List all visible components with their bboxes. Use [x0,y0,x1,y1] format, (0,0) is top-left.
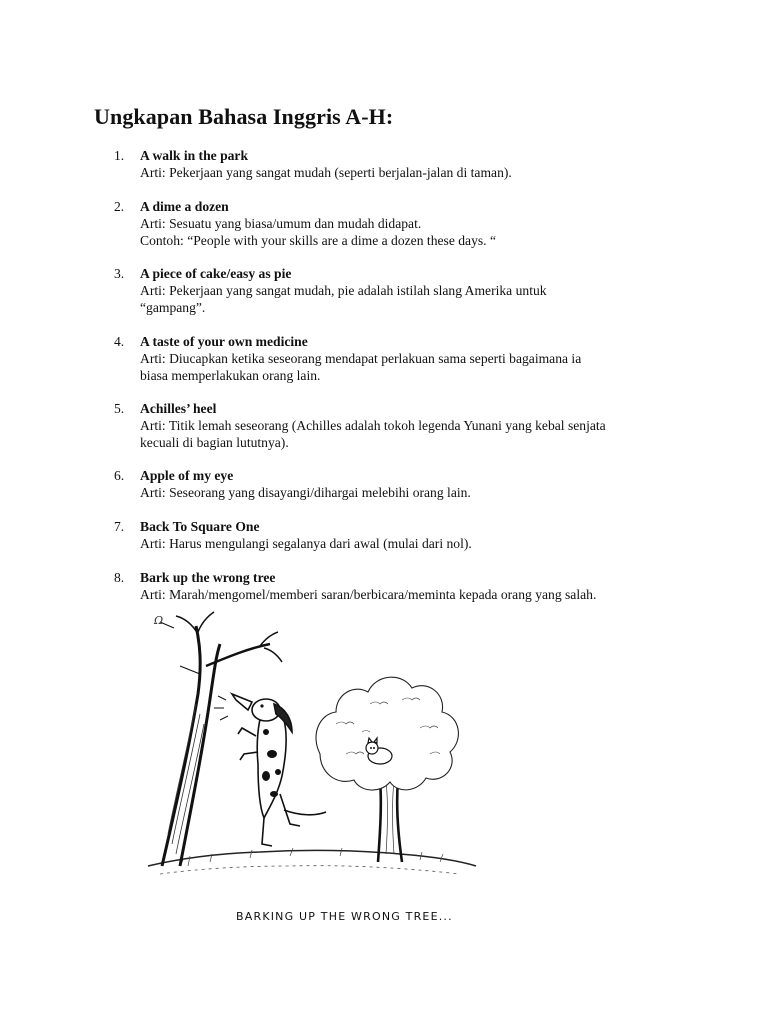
list-item [114,467,684,501]
list-item [114,265,684,316]
artist-signature: Ω [154,614,164,627]
item-number: 4. [114,334,125,349]
phrase-heading: Achilles’ heel [140,401,217,416]
definition-line: Arti: Sesuatu yang biasa/umum dan mudah didapat. [140,216,422,231]
list-item [114,400,684,451]
item-number: 2. [114,199,125,214]
item-number: 3. [114,266,125,281]
item-number: 1. [114,148,125,163]
definition-line: Arti: Titik lemah seseorang (Achilles adalah tokoh legenda Yunani yang kebal senjata [140,418,606,433]
definition-line: biasa memperlakukan orang lain. [140,368,321,383]
definition-line: Arti: Harus mengulangi segalanya dari awal (mulai dari nol). [140,536,472,551]
definition-line: Arti: Marah/mengomel/memberi saran/berbicara/meminta kepada orang yang salah. [140,587,597,602]
item-number: 5. [114,401,125,416]
cartoon-illustration [140,604,480,932]
phrase-heading: A piece of cake/easy as pie [140,266,292,281]
phrase-heading: A walk in the park [140,148,249,163]
definition-line: Arti: Seseorang yang disayangi/dihargai melebihi orang lain. [140,485,471,500]
list-item [114,147,684,181]
list-item [114,518,684,552]
list-item [114,198,684,249]
item-number: 7. [114,519,125,534]
definition-line: Arti: Pekerjaan yang sangat mudah, pie adalah istilah slang Amerika untuk [140,283,547,298]
phrase-heading: A taste of your own medicine [140,334,308,349]
definition-line: “gampang”. [140,300,206,315]
item-number: 6. [114,468,125,483]
item-number: 8. [114,570,125,585]
list-item [114,333,684,384]
phrase-heading: Back To Square One [140,519,260,534]
illustration-caption: BARKING UP THE WRONG TREE... [236,910,453,923]
phrase-heading: Bark up the wrong tree [140,570,276,585]
phrase-heading: A dime a dozen [140,199,229,214]
example-line: Contoh: “People with your skills are a dime a dozen these days. “ [140,233,496,248]
definition-line: kecuali di bagian lututnya). [140,435,289,450]
phrase-heading: Apple of my eye [140,468,234,483]
page-title: Ungkapan Bahasa Inggris A-H: [94,104,394,129]
list-item [114,569,684,603]
definition-line: Arti: Diucapkan ketika seseorang mendapat perlakuan sama seperti bagaimana ia [140,351,582,366]
definition-line: Arti: Pekerjaan yang sangat mudah (seperti berjalan-jalan di taman). [140,165,512,180]
